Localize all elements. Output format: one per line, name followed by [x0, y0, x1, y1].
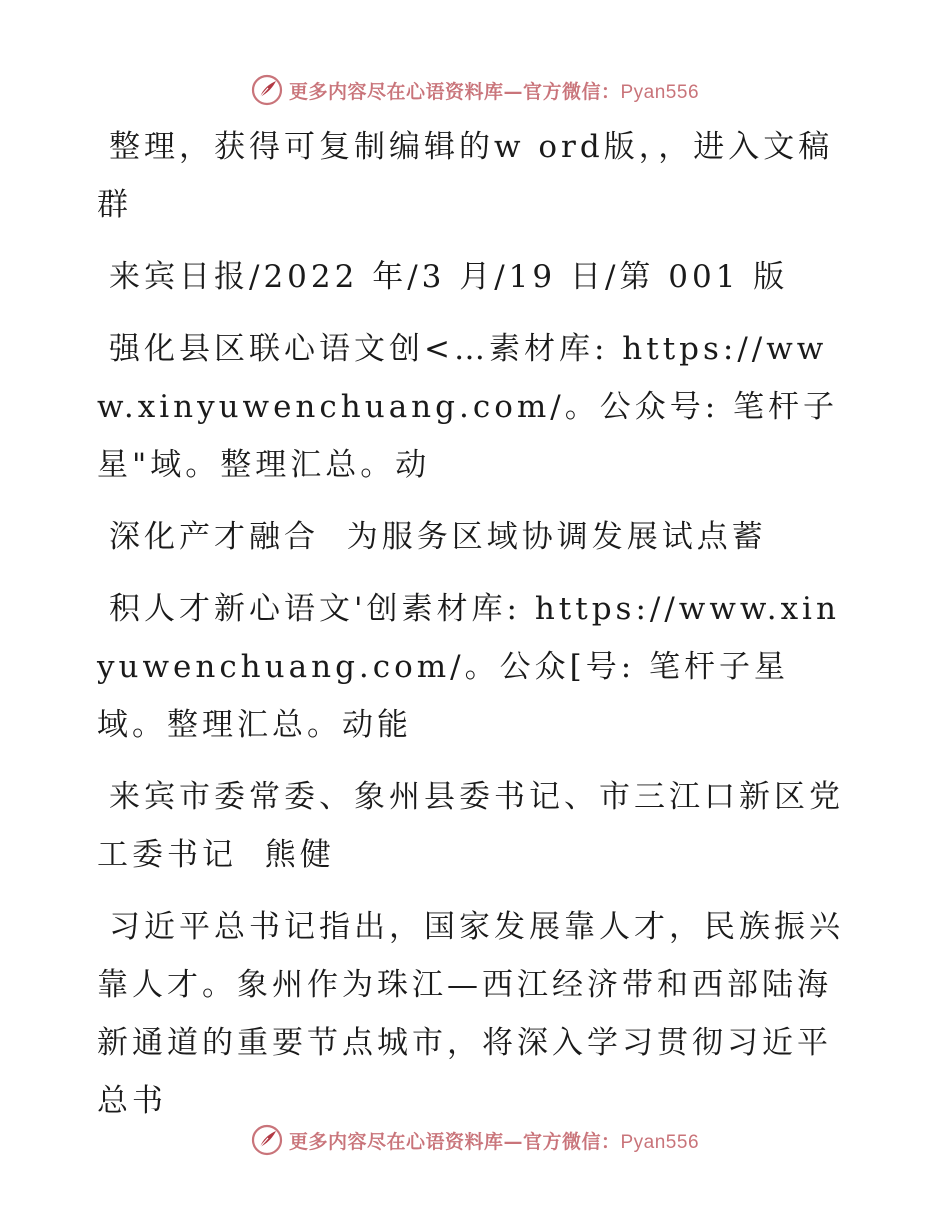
- paragraph-title-part2: 积人才新心语文'创素材库: https://www.xinyuwenchuang.com/。公众[号: 笔杆子星域。整理汇总。动能: [97, 591, 840, 743]
- paragraph-title-part1: 强化县区联心语文创<…素材库: https://www.xinyuwenchuang.com/。公众号: 笔杆子星"域。整理汇总。动: [97, 331, 838, 483]
- paragraph-source: 来宾日报/2022 年/3 月/19 日/第 001 版: [109, 259, 789, 295]
- document-body: [97, 118, 857, 1144]
- paragraph-subtitle: 深化产才融合 为服务区域协调发展试点蓄: [109, 519, 767, 555]
- feather-pen-logo-icon: [251, 74, 283, 106]
- footer-watermark-banner: [0, 1120, 950, 1160]
- feather-pen-logo-icon: [251, 1124, 283, 1156]
- wechat-id: Pyan556: [620, 81, 700, 103]
- header-watermark-banner: [0, 70, 950, 110]
- watermark-text: 更多内容尽在心语资料库—官方微信：Pyan556: [288, 1130, 700, 1153]
- paragraph-author: 来宾市委常委、象州县委书记、市三江口新区党工委书记 熊健: [97, 779, 844, 873]
- paragraph-body: 习近平总书记指出，国家发展靠人才，民族振兴靠人才。象州作为珠江—西江经济带和西部陆海新通道的重要节点城市，将深入学习贯彻习近平总书: [97, 909, 844, 1119]
- paragraph-intro: 整理，获得可复制编辑的w ord版，，进入文稿群: [97, 129, 834, 223]
- watermark-text: 更多内容尽在心语资料库—官方微信：Pyan556: [288, 80, 700, 103]
- wechat-id: Pyan556: [620, 1131, 700, 1153]
